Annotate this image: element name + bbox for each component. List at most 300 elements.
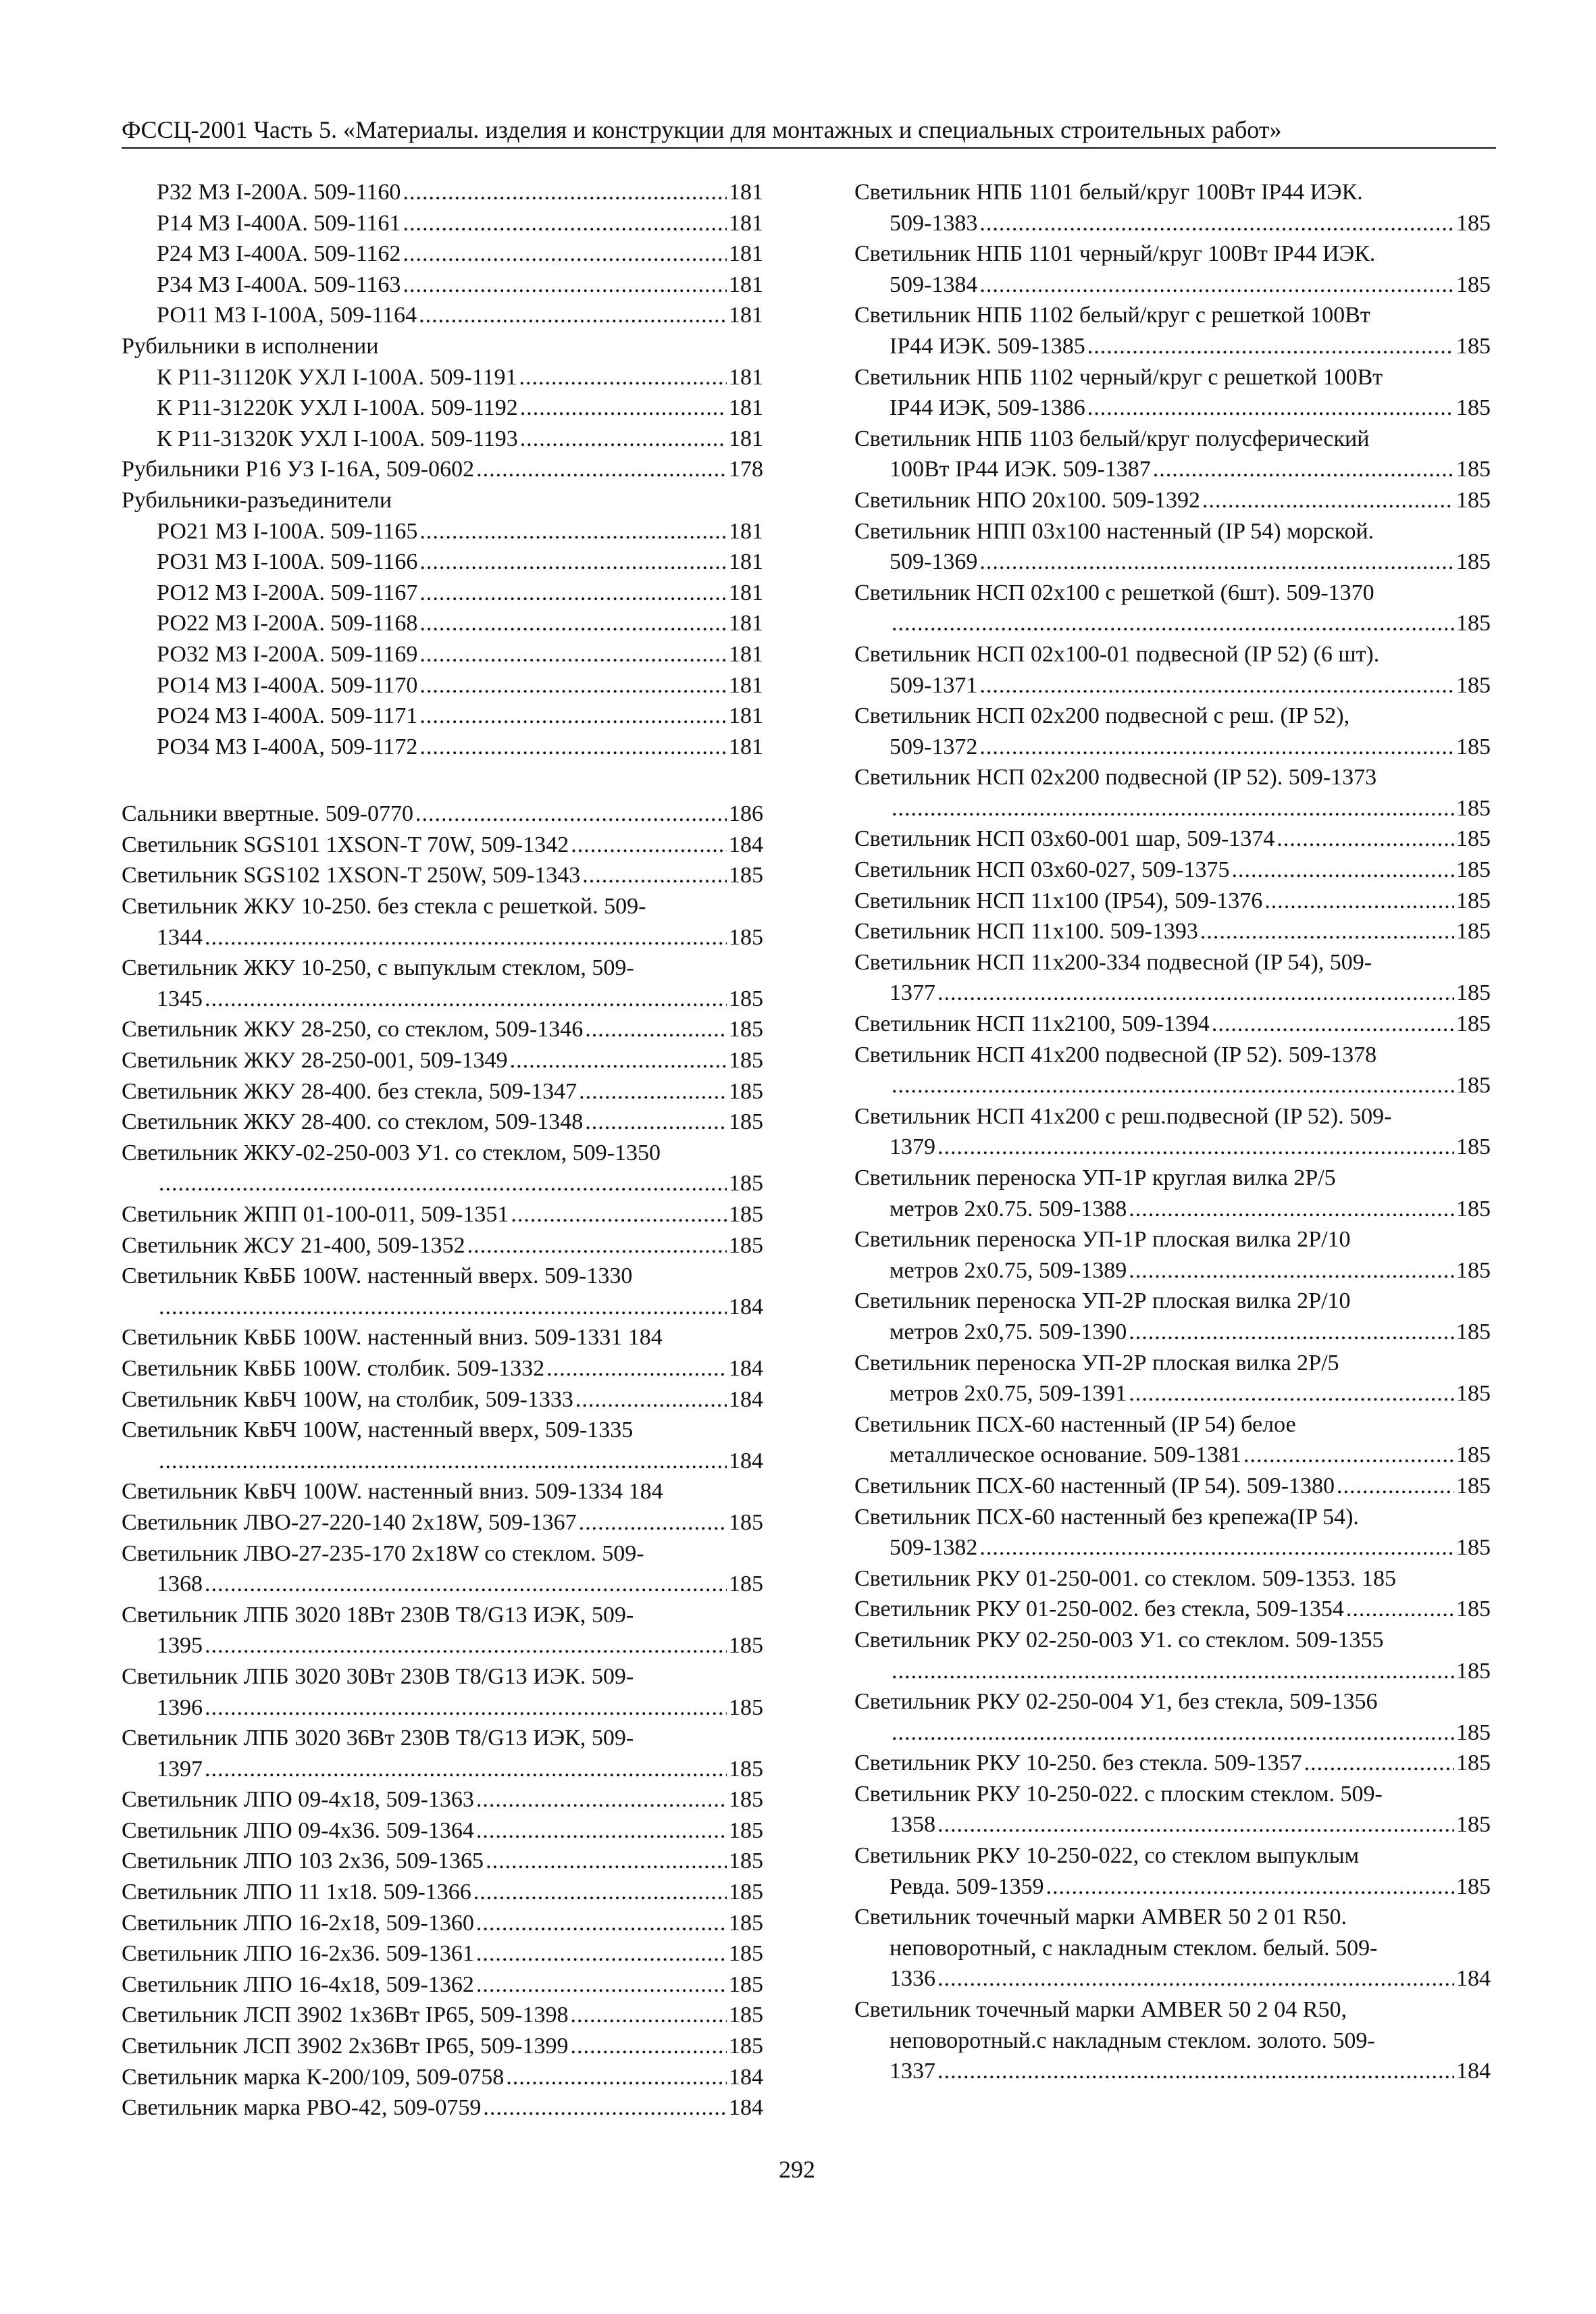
index-entry-line [854, 608, 1491, 639]
entry-text: Светильник НСП 02х200 подвесной (IP 52). 509-1373 [854, 765, 1377, 790]
entry-text: К Р11-31220К УХЛ I-100А. 509-1192 [157, 395, 518, 421]
entry-page-ref: 186 [729, 801, 763, 827]
index-entry [122, 1261, 763, 1322]
index-entry [122, 1815, 763, 1846]
index-entry-line [854, 639, 1491, 670]
entry-page-ref: 185 [729, 986, 763, 1011]
index-entry-line [854, 1871, 1491, 1903]
index-entry-line [122, 1168, 763, 1199]
index-entry-line [122, 799, 763, 830]
entry-page-ref: 185 [729, 1910, 763, 1936]
index-entry-line [122, 701, 763, 732]
entry-text: Светильник НСП 03х60-001 шар, 509-1374 [854, 826, 1275, 852]
dot-leader [483, 2092, 727, 2123]
index-entry-line [122, 1661, 763, 1692]
index-entry-line [854, 2056, 1491, 2087]
entry-text: Светильник ЛПО 09-4х18, 509-1363 [122, 1787, 474, 1813]
entry-text: Светильник РКУ 02-250-003 У1. со стеклом. 509-1355 [854, 1627, 1384, 1653]
index-entry-line [122, 177, 763, 208]
index-entry [122, 1353, 763, 1384]
entry-text: К Р11-31120К УХЛ I-100А. 509-1191 [157, 364, 517, 390]
dot-leader [419, 578, 727, 609]
entry-text: 509-1369 [890, 549, 978, 575]
entry-page-ref: 185 [729, 1232, 763, 1258]
entry-page-ref: 185 [1456, 888, 1491, 913]
entry-page-ref: 185 [1456, 1812, 1491, 1838]
entry-page-ref: 185 [1456, 1473, 1491, 1499]
entry-text: Р32 МЗ I-200А. 509-1160 [157, 180, 401, 205]
index-entry-line [122, 454, 763, 485]
entry-page-ref: 185 [1456, 980, 1491, 1006]
index-entry-line [122, 208, 763, 239]
entry-page-ref: 185 [729, 1571, 763, 1597]
dot-leader [1087, 393, 1454, 424]
index-entry-line [854, 1963, 1491, 1994]
entry-text: Светильник SGS101 1XSON-T 70W, 509-1342 [122, 832, 569, 857]
index-entry-line [122, 1045, 763, 1076]
entry-page-ref: 185 [1456, 1596, 1491, 1622]
dot-leader [476, 1908, 727, 1939]
index-entry [122, 424, 763, 455]
entry-page-ref: 185 [1456, 549, 1491, 575]
dot-leader [520, 424, 727, 455]
index-entry [122, 1045, 763, 1076]
entry-text: Рубильники-разъединители [122, 487, 392, 513]
index-entry-line [122, 1415, 763, 1446]
dot-leader [937, 1809, 1454, 1840]
index-entry-line [854, 1748, 1491, 1779]
index-entry-line [122, 1322, 763, 1353]
index-entry [122, 1138, 763, 1199]
index-entry-line [122, 608, 763, 639]
entry-text: 509-1372 [890, 734, 978, 759]
entry-page-ref: 184 [729, 2064, 763, 2090]
index-entry [122, 670, 763, 701]
entry-page-ref: 185 [729, 863, 763, 888]
entry-text: Светильник РКУ 01-250-002. без стекла, 509-1354 [854, 1596, 1344, 1622]
entry-page-ref: 181 [729, 518, 763, 544]
dot-leader [1087, 331, 1454, 362]
entry-text: Светильник ЖКУ 28-400. со стеклом, 509-1348 [122, 1109, 584, 1135]
index-entry-line [122, 1507, 763, 1538]
dot-leader [585, 1014, 727, 1045]
entry-text: Светильник ЛПБ 3020 18Вт 230В Т8/G13 ИЭК, 509- [122, 1602, 634, 1628]
index-entry [122, 891, 763, 953]
index-entry-line [854, 670, 1491, 701]
dot-leader [575, 1384, 727, 1415]
entry-text: Светильник НПБ 1103 белый/круг полусферический [854, 426, 1370, 451]
index-entry-line [122, 1538, 763, 1569]
entry-text: Светильник НПБ 1101 черный/круг 100Вт IP44 ИЭК. [854, 241, 1376, 267]
entry-text: Светильник КвББ 100W. настенный вверх. 509-1330 [122, 1263, 633, 1289]
index-entry-line [122, 331, 763, 362]
index-entry-line [122, 1076, 763, 1107]
dot-leader [1337, 1471, 1454, 1502]
index-entry [854, 1563, 1491, 1594]
dot-leader [892, 1070, 1454, 1101]
index-entry-line [854, 1809, 1491, 1840]
index-entry [122, 516, 763, 547]
dot-leader [1212, 1009, 1454, 1040]
entry-text: РО11 МЗ I-100А, 509-1164 [157, 303, 417, 328]
entry-page-ref: 184 [1456, 1966, 1491, 1992]
index-entry [122, 1199, 763, 1230]
index-entry [122, 2031, 763, 2062]
index-entry-line [854, 362, 1491, 393]
entry-text: Светильник переноска УП-1Р плоская вилка 2Р/10 [854, 1227, 1351, 1253]
entry-page-ref: 185 [729, 924, 763, 950]
entry-text: Сальники ввертные. 509-0770 [122, 801, 414, 827]
entry-text: Светильник НПБ 1102 черный/круг с решеткой 100Вт [854, 364, 1383, 390]
entry-page-ref: 181 [729, 180, 763, 205]
index-entry [854, 1840, 1491, 1902]
entry-page-ref: 185 [1456, 1381, 1491, 1407]
index-entry [122, 454, 763, 485]
entry-text: Светильник НПБ 1102 белый/круг с решеткой 100Вт [854, 303, 1370, 328]
entry-text: Рубильники в исполнении [122, 333, 379, 359]
entry-text: Светильник ЖКУ-02-250-003 У1. со стеклом, 509-1350 [122, 1140, 661, 1165]
index-entry-line [122, 1723, 763, 1754]
dot-leader [506, 2062, 727, 2093]
dot-leader [937, 1963, 1454, 1994]
dot-leader [1243, 1440, 1454, 1471]
entry-text: неповоротный.с накладным стеклом. золото. 509- [890, 2028, 1375, 2053]
index-entry-line [122, 860, 763, 891]
index-entry-line [854, 1040, 1491, 1071]
index-entry-line [854, 1532, 1491, 1563]
entry-page-ref: 181 [729, 426, 763, 451]
entry-page-ref: 185 [1456, 1873, 1491, 1899]
entry-page-ref: 185 [729, 1202, 763, 1227]
entry-text: 1358 [890, 1812, 935, 1838]
index-entry-line [854, 762, 1491, 793]
index-entry-line [122, 1969, 763, 2001]
entry-page-ref: 185 [729, 1817, 763, 1843]
entry-page-ref: 181 [729, 272, 763, 297]
index-entry-line [122, 300, 763, 331]
entry-text: Р34 МЗ I-400А. 509-1163 [157, 272, 401, 297]
index-entry-line [854, 1717, 1491, 1749]
index-entry-line [122, 830, 763, 861]
index-entry-line [122, 1230, 763, 1261]
index-entry-line [122, 984, 763, 1015]
entry-page-ref: 185 [1456, 210, 1491, 236]
entry-text: РО32 МЗ I-200А. 509-1169 [157, 641, 418, 667]
entry-page-ref: 185 [729, 1848, 763, 1874]
index-column-right [854, 177, 1491, 2087]
index-entry-line [122, 1138, 763, 1169]
index-entry [122, 1723, 763, 1784]
dot-leader [520, 393, 727, 424]
index-entry-line [854, 1779, 1491, 1810]
index-entry [122, 1415, 763, 1476]
entry-text: металлическое основание. 509-1381 [890, 1442, 1241, 1468]
entry-text: Светильник РКУ 02-250-004 У1, без стекла, 509-1356 [854, 1689, 1378, 1715]
index-entry-line [854, 454, 1491, 485]
index-entry-line [122, 270, 763, 301]
entry-page-ref: 185 [1456, 919, 1491, 945]
index-entry [854, 1224, 1491, 1286]
entry-text: Светильник КвБЧ 100W, настенный вверх, 509-1335 [122, 1417, 634, 1443]
dot-leader [419, 639, 727, 670]
dot-leader [979, 547, 1454, 578]
index-entry-line [854, 1194, 1491, 1225]
index-entry-line [122, 238, 763, 270]
entry-page-ref: 184 [729, 1355, 763, 1381]
index-entry [122, 1784, 763, 1815]
dot-leader [419, 608, 727, 639]
entry-text: Светильник точечный марки AMBER 50 2 01 R50. [854, 1905, 1347, 1930]
index-entry-line [122, 516, 763, 547]
entry-text: Светильник КвБЧ 100W. настенный вниз. 509-1334 184 [122, 1479, 663, 1505]
entry-page-ref: 181 [729, 210, 763, 236]
entry-page-ref: 181 [729, 241, 763, 267]
index-entry-line [854, 1224, 1491, 1255]
dot-leader [467, 1230, 727, 1261]
entry-text: Светильник НСП 41х200 подвесной (IP 52). 509-1378 [854, 1042, 1377, 1067]
index-entry [854, 1009, 1491, 1040]
index-entry [854, 1502, 1491, 1563]
index-entry-line [122, 1107, 763, 1138]
index-entry-line [854, 1163, 1491, 1194]
index-entry-line [122, 639, 763, 670]
index-entry [122, 1538, 763, 1600]
entry-text: Светильник ПСХ-60 настенный без крепежа(IP 54). [854, 1504, 1359, 1530]
dot-leader [892, 1717, 1454, 1749]
entry-text: Светильник ЖКУ 10-250, с выпуклым стеклом, 509- [122, 955, 634, 981]
entry-text: метров 2х0.75, 509-1391 [890, 1381, 1127, 1407]
dot-leader [979, 732, 1454, 763]
index-entry [122, 799, 763, 830]
entry-page-ref: 185 [1456, 1011, 1491, 1037]
entry-text: Светильник ЛПБ 3020 30Вт 230В Т8/G13 ИЭК. 509- [122, 1663, 634, 1689]
entry-text: 1344 [157, 924, 203, 950]
index-entry [122, 1476, 763, 1507]
index-entry-line [854, 424, 1491, 455]
entry-text: Светильник НСП 11х100. 509-1393 [854, 919, 1198, 945]
index-entry [854, 886, 1491, 917]
entry-text: Светильник РКУ 01-250-001. со стеклом. 509-1353. 185 [854, 1565, 1396, 1591]
index-entry [122, 1230, 763, 1261]
dot-leader [415, 799, 727, 830]
index-entry-line [122, 2092, 763, 2123]
entry-text: РО21 МЗ I-100А. 509-1165 [157, 518, 418, 544]
index-entry-line [122, 891, 763, 922]
index-entry [122, 208, 763, 239]
dot-leader [205, 1569, 727, 1600]
dot-leader [419, 701, 727, 732]
entry-text: Светильник НСП 11х100 (IP54), 509-1376 [854, 888, 1263, 913]
dot-leader [159, 1292, 727, 1323]
entry-page-ref: 185 [1456, 1073, 1491, 1099]
index-entry [854, 639, 1491, 701]
entry-text: РО14 МЗ I-400А. 509-1170 [157, 672, 418, 698]
index-entry-line [854, 270, 1491, 301]
index-entry [122, 1600, 763, 1661]
entry-text: Светильник НПБ 1101 белый/круг 100Вт IP44 ИЭК. [854, 180, 1363, 205]
dot-leader [1202, 485, 1454, 516]
index-entry-line [854, 1070, 1491, 1101]
dot-leader [205, 922, 727, 953]
dot-leader [1200, 916, 1454, 947]
entry-text: 1336 [890, 1966, 935, 1992]
index-entry [854, 1748, 1491, 1779]
entry-text: Светильник НПП 03х100 настенный (IP 54) морской. [854, 518, 1374, 544]
entry-page-ref: 185 [729, 1633, 763, 1659]
entry-page-ref: 185 [1456, 457, 1491, 482]
dot-leader [159, 1168, 727, 1199]
index-entry [122, 2000, 763, 2031]
index-entry [122, 1846, 763, 1877]
entry-page-ref: 181 [729, 734, 763, 759]
entry-text: 509-1371 [890, 672, 978, 698]
index-entry-line [122, 1784, 763, 1815]
index-entry-line [122, 1446, 763, 1477]
index-entry-line [854, 1348, 1491, 1379]
dot-leader [159, 1446, 727, 1477]
index-entry-line [854, 1286, 1491, 1317]
dot-leader [403, 177, 727, 208]
entry-text: Светильник НСП 11х2100, 509-1394 [854, 1011, 1210, 1037]
dot-leader [476, 454, 727, 485]
index-entry-line [854, 547, 1491, 578]
index-entry [122, 578, 763, 609]
index-entry [122, 1908, 763, 1939]
dot-leader [1129, 1194, 1454, 1225]
entry-page-ref: 184 [729, 832, 763, 857]
entry-text: Светильник НСП 02х100 с решеткой (6шт). 509-1370 [854, 580, 1374, 605]
dot-leader [1304, 1748, 1454, 1779]
index-entry-line [854, 300, 1491, 331]
index-entry-line [854, 1101, 1491, 1132]
index-entry-line [854, 1378, 1491, 1409]
entry-page-ref: 184 [729, 1448, 763, 1474]
dot-leader [892, 1656, 1454, 1687]
index-column-left [122, 177, 763, 2123]
index-entry [854, 238, 1491, 300]
entry-page-ref: 185 [729, 1109, 763, 1135]
dot-leader [892, 793, 1454, 824]
entry-text: 1396 [157, 1694, 203, 1720]
entry-text: 509-1382 [890, 1535, 978, 1561]
index-entry-line [854, 947, 1491, 978]
entry-page-ref: 185 [729, 1694, 763, 1720]
index-entry-line [854, 1656, 1491, 1687]
entry-text: Светильник SGS102 1XSON-T 250W, 509-1343 [122, 863, 581, 888]
entry-text: Светильник ЛВО-27-235-170 2х18W со стеклом. 509- [122, 1540, 644, 1566]
index-entry [122, 2092, 763, 2123]
index-entry-line [122, 1754, 763, 1785]
index-entry [122, 1107, 763, 1138]
index-entry [122, 177, 763, 208]
index-entry-line [854, 1409, 1491, 1440]
index-entry [122, 331, 763, 362]
index-entry [854, 1163, 1491, 1224]
index-entry [854, 1625, 1491, 1686]
dot-leader [1264, 886, 1454, 917]
entry-text: 1337 [890, 2059, 935, 2084]
entry-page-ref: 184 [729, 2095, 763, 2121]
dot-leader [892, 608, 1454, 639]
dot-leader [419, 547, 727, 578]
index-entry [122, 608, 763, 639]
entry-page-ref: 185 [729, 1509, 763, 1535]
index-entry-line [854, 516, 1491, 547]
entry-text: РО22 МЗ I-200А. 509-1168 [157, 611, 418, 636]
index-entry-line [854, 701, 1491, 732]
entry-page-ref: 184 [729, 1294, 763, 1319]
entry-page-ref: 185 [1456, 857, 1491, 883]
index-entry [854, 1101, 1491, 1163]
entry-text: 1395 [157, 1633, 203, 1659]
index-entry-line [122, 362, 763, 393]
index-entry [122, 1969, 763, 2001]
index-entry [854, 1348, 1491, 1409]
index-entry-line [122, 1014, 763, 1045]
index-entry [854, 824, 1491, 855]
entry-page-ref: 185 [729, 2034, 763, 2059]
entry-text: Светильник ЖПП 01-100-011, 509-1351 [122, 1202, 509, 1227]
index-entry [122, 1661, 763, 1723]
dot-leader [570, 2031, 727, 2062]
entry-text: Светильник переноска УП-2Р плоская вилка 2Р/10 [854, 1288, 1351, 1314]
dot-leader [1232, 855, 1455, 886]
index-entry-line [122, 1600, 763, 1631]
index-entry-line [854, 238, 1491, 270]
index-entry [854, 1779, 1491, 1840]
entry-text: Светильник НСП 02х200 подвесной с реш. (IP 52), [854, 703, 1350, 729]
entry-page-ref: 185 [729, 1941, 763, 1967]
index-entry [854, 1409, 1491, 1471]
entry-text: Светильник ЛПО 16-2х36. 509-1361 [122, 1941, 474, 1967]
dot-leader [979, 270, 1454, 301]
index-entry [854, 516, 1491, 578]
dot-leader [579, 1507, 727, 1538]
index-entry-line [854, 732, 1491, 763]
entry-page-ref: 185 [1456, 1442, 1491, 1468]
entry-text: Светильник КвБЧ 100W, на столбик, 509-1333 [122, 1386, 573, 1412]
entry-text: Светильник КвББ 100W. настенный вниз. 509-1331 184 [122, 1325, 663, 1351]
index-entry [854, 362, 1491, 424]
entry-page-ref: 185 [729, 1971, 763, 1997]
dot-leader [937, 2056, 1454, 2087]
index-entry [122, 701, 763, 732]
entry-page-ref: 185 [729, 1880, 763, 1905]
entry-text: РО24 МЗ I-400А. 509-1171 [157, 703, 418, 729]
entry-text: Светильник НПО 20х100. 509-1392 [854, 487, 1201, 513]
dot-leader [419, 300, 727, 331]
index-entry [854, 177, 1491, 238]
entry-text: Светильник РКУ 10-250-022, со стеклом выпуклым [854, 1843, 1360, 1869]
dot-leader [937, 978, 1454, 1009]
dot-leader [403, 270, 727, 301]
dot-leader [1277, 824, 1454, 855]
entry-text: К Р11-31320К УХЛ I-100А. 509-1193 [157, 426, 518, 451]
index-entry [122, 485, 763, 516]
entry-page-ref: 185 [1456, 1196, 1491, 1222]
index-entry-line [122, 1630, 763, 1661]
entry-text: Светильник ЛВО-27-220-140 2х18W, 509-1367 [122, 1509, 577, 1535]
entry-text: Светильник ЛПО 11 1х18. 509-1366 [122, 1880, 471, 1905]
dot-leader [1153, 454, 1454, 485]
entry-text: Светильник ПСХ-60 настенный (IP 54). 509-1380 [854, 1473, 1335, 1499]
index-entry [854, 578, 1491, 639]
entry-page-ref: 185 [1456, 611, 1491, 636]
index-entry-line [122, 1569, 763, 1600]
entry-page-ref: 181 [729, 549, 763, 575]
dot-leader [205, 1754, 727, 1785]
index-entry [854, 300, 1491, 361]
